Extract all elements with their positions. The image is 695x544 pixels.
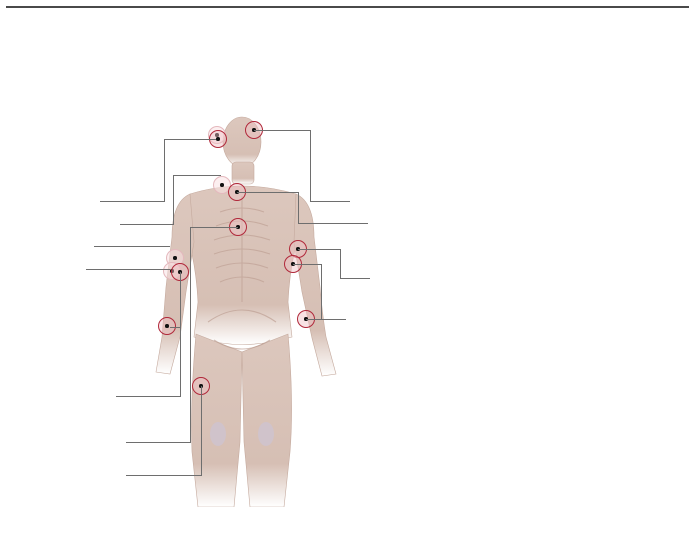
connector-line <box>180 272 181 397</box>
connector-line <box>190 227 238 228</box>
connector-line <box>173 175 174 225</box>
connector-line <box>293 264 321 265</box>
connector-line <box>321 264 322 319</box>
connector-line <box>201 386 202 476</box>
connector-line <box>340 278 370 279</box>
connector-line <box>86 269 170 270</box>
connector-line <box>164 139 165 202</box>
connector-line <box>100 201 164 202</box>
connector-line <box>298 223 368 224</box>
connector-line <box>170 327 180 328</box>
connector-line <box>126 475 201 476</box>
connector-line <box>310 201 350 202</box>
connector-line <box>94 246 170 247</box>
connector-line <box>126 442 190 443</box>
connector-line <box>190 227 191 443</box>
connector-line <box>306 319 346 320</box>
connector-line <box>310 130 311 201</box>
top-rule <box>6 6 689 8</box>
marker-left-wrist <box>158 317 176 335</box>
connector-line <box>298 249 340 250</box>
connector-line <box>116 396 180 397</box>
connector-line <box>254 130 310 131</box>
connector-line <box>173 175 221 176</box>
connector-line <box>298 192 299 223</box>
connector-line <box>237 192 298 193</box>
connector-line <box>164 139 216 140</box>
connector-line <box>120 224 173 225</box>
connector-line <box>340 249 341 278</box>
